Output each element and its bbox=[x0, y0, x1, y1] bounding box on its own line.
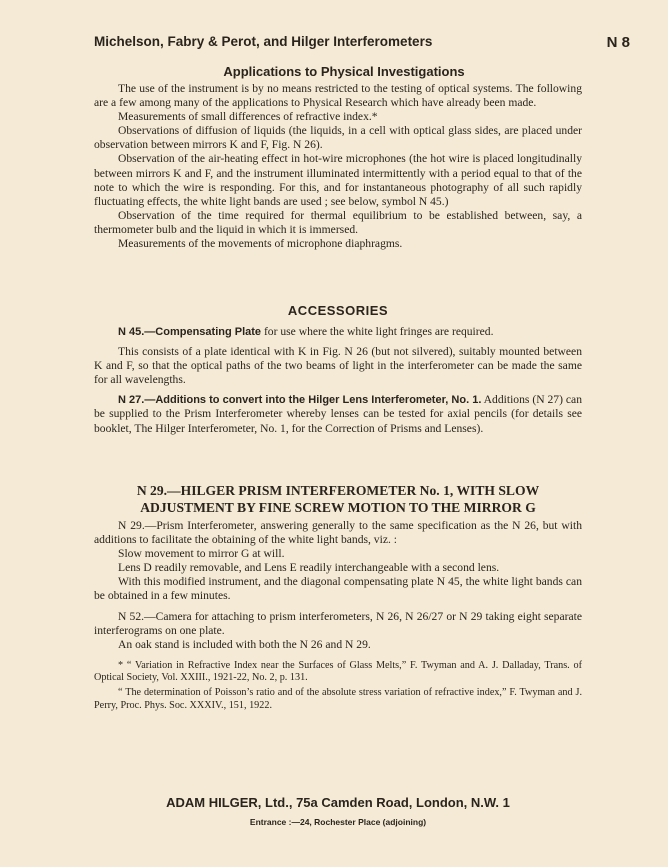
running-header bbox=[94, 34, 630, 52]
paragraph: Observation of the time required for thermal equilibrium to be established between, say, a thermometer bulb and the liquid in which it is immersed. bbox=[94, 208, 582, 236]
n45-text: for use where the white light fringes are required. bbox=[261, 325, 494, 338]
accessories-body bbox=[94, 325, 582, 436]
n27-paragraph bbox=[94, 393, 582, 435]
footnote: * “ Variation in Refractive Index near the Surfaces of Glass Melts,” F. Twyman and A. J. Dalladay, Trans. of Optical Society, Vol. XXIII., 1921-22, No. 2, p. 131. bbox=[94, 659, 582, 684]
n29-heading-line1: N 29.—HILGER PRISM INTERFEROMETER No. 1, WITH SLOW bbox=[136, 483, 540, 498]
applications-body bbox=[94, 82, 582, 251]
paragraph: With this modified instrument, and the diagonal compensating plate N 45, the white light bands can be obtained in a few minutes. bbox=[94, 575, 582, 603]
n29-body bbox=[94, 519, 582, 712]
footer-company: ADAM HILGER, Ltd., 75a Camden Road, London, N.W. 1 bbox=[166, 795, 510, 810]
paragraph: Lens D readily removable, and Lens E readily interchangeable with a second lens. bbox=[118, 561, 500, 575]
accessories-heading: ACCESSORIES bbox=[287, 303, 389, 318]
n45-detail: This consists of a plate identical with K in Fig. N 26 (but not silvered), suitably mounted between K and F, so that the optical paths of the two beams of light in the interferometer can be made the same for all wavelengths. bbox=[94, 345, 582, 387]
n29-heading-line2: ADJUSTMENT BY FINE SCREW MOTION TO THE MIRROR G bbox=[140, 500, 536, 515]
paragraph: Observations of diffusion of liquids (the liquids, in a cell with optical glass sides, are placed under observation between mirrors K and F, Fig. N 26). bbox=[94, 124, 582, 152]
applications-heading: Applications to Physical Investigations bbox=[223, 64, 465, 79]
n45-lead: N 45.—Compensating Plate bbox=[118, 326, 262, 338]
n45-paragraph bbox=[94, 325, 582, 339]
footnote: “ The determination of Poisson’s ratio and of the absolute stress variation of refractive index,” F. Twyman and J. Perry, Proc. Phys. Soc. XXXIV., 151, 1922. bbox=[94, 687, 582, 711]
page-number: N 8 bbox=[606, 34, 630, 51]
paragraph: Measurements of the movements of microphone diaphragms. bbox=[118, 237, 403, 251]
paragraph: Slow movement to mirror G at will. bbox=[118, 547, 285, 561]
n27-text: Additions (N 27) can be supplied to the Prism Interferometer whereby lenses can be tested for axial pencils (for details see booklet, The Hilger Interferometer, No. 1, for the Correction of Prisms and Lenses). bbox=[94, 393, 582, 435]
paragraph: The use of the instrument is by no means restricted to the testing of optical systems. The following are a few among many of the applications to Physical Research which have already been made. bbox=[94, 82, 582, 110]
paragraph: Observation of the air-heating effect in hot-wire microphones (the hot wire is placed longitudinally between mirrors K and F, and the instrument illuminated intermittently with a period equal to that of the note to which the wire is responding. For this, and for instantaneous photography of all such rapidly fluctuating effects, the white light bands are used ; see below, symbol N 45.) bbox=[94, 152, 582, 208]
paragraph: N 52.—Camera for attaching to prism interferometers, N 26, N 26/27 or N 29 taking eight separate interferograms on one plate. bbox=[94, 609, 582, 637]
paragraph: An oak stand is included with both the N 26 and N 29. bbox=[118, 637, 371, 651]
paragraph: N 29.—Prism Interferometer, answering generally to the same specification as the N 26, but with additions to facilitate the obtaining of the white light bands, viz. : bbox=[94, 519, 582, 547]
header-title: Michelson, Fabry & Perot, and Hilger Interferometers bbox=[94, 34, 433, 49]
n27-lead: N 27.—Additions to convert into the Hilger Lens Interferometer, No. 1. bbox=[118, 394, 482, 407]
n29-heading bbox=[94, 482, 582, 516]
footer-entrance: Entrance :—24, Rochester Place (adjoining) bbox=[249, 817, 427, 827]
paragraph: Measurements of small differences of refractive index.* bbox=[118, 110, 378, 124]
